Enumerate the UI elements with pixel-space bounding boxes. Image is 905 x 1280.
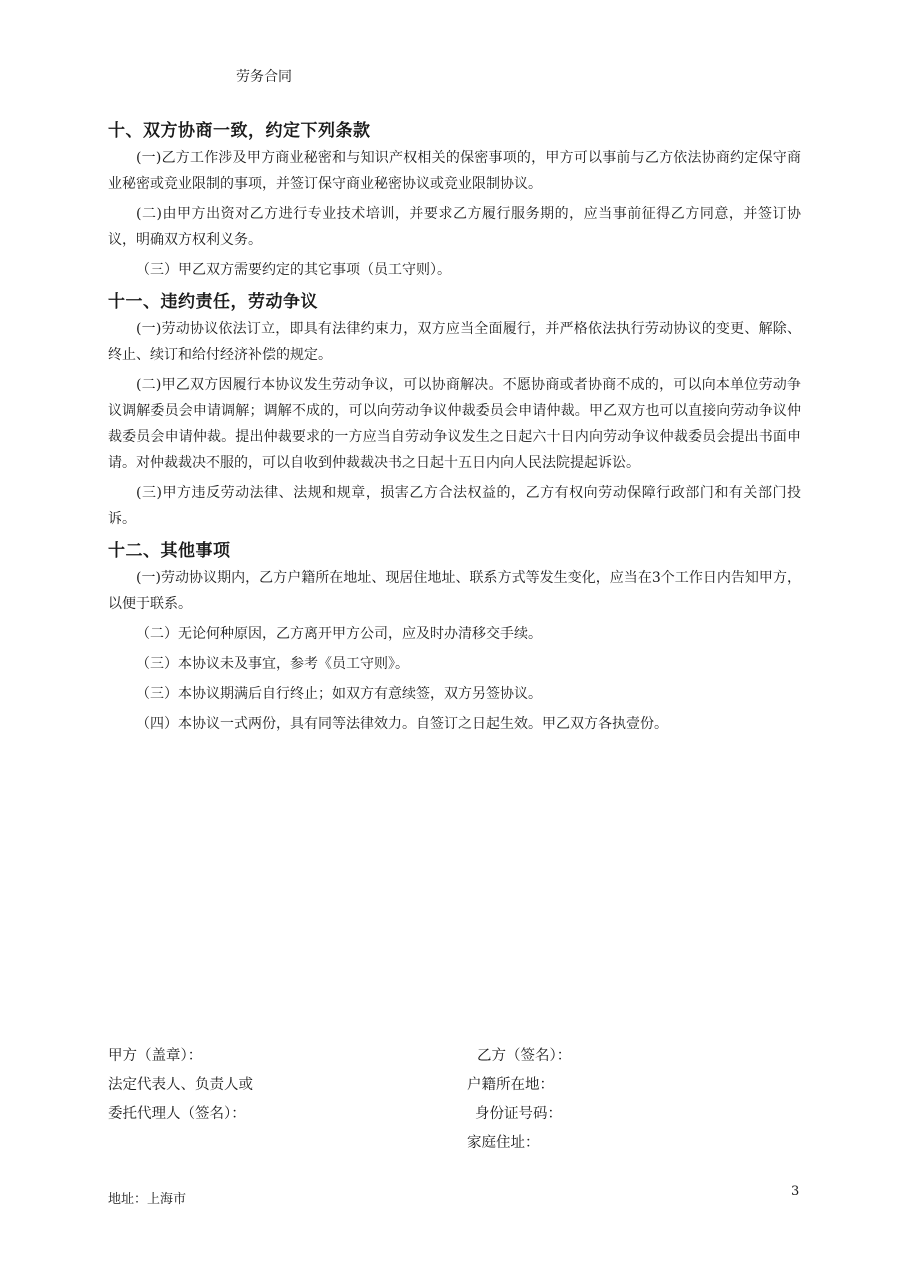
clause-paragraph: （二）无论何种原因，乙方离开甲方公司，应及时办清移交手续。 <box>136 626 542 642</box>
party-b-address-label: 家庭住址： <box>467 1135 540 1151</box>
page-number: 3 <box>791 1184 800 1199</box>
clause-paragraph: （三）本协议未及事宜，参考《员工守则》。 <box>136 656 409 672</box>
clause-paragraph: （四）本协议一式两份，具有同等法律效力。自签订之日起生效。甲乙双方各执壹份。 <box>136 716 668 732</box>
party-b-id-label: 身份证号码： <box>475 1106 562 1122</box>
section-12 <box>108 536 801 737</box>
clause-paragraph: (二)由甲方出资对乙方进行专业技术培训，并要求乙方履行服务期的，应当事前征得乙方同意，并签订协议，明确双方权利义务。 <box>108 206 801 248</box>
section-11 <box>108 287 801 532</box>
contract-body <box>108 112 801 741</box>
section-heading: 十、双方协商一致，约定下列条款 <box>108 121 371 141</box>
clause-paragraph: (一)劳动协议依法订立，即具有法律约束力，双方应当全面履行，并严格依法执行劳动协议的变更、解除、终止、续订和给付经济补偿的规定。 <box>108 321 801 363</box>
party-a-agent-label: 委托代理人（签名）： <box>108 1106 246 1122</box>
clause-paragraph: （三）本协议期满后自行终止；如双方有意续签，双方另签协议。 <box>136 686 542 702</box>
clause-paragraph: (二)甲乙双方因履行本协议发生劳动争议，可以协商解决。不愿协商或者协商不成的，可以向本单位劳动争议调解委员会申请调解；调解不成的，可以向劳动争议仲裁委员会申请仲裁。甲乙双方也可以直接向劳动争议仲裁委员会申请仲裁。提出仲裁要求的一方应当自劳动争议发生之日起六十日内向劳动争议仲裁委员会提出书面申请。对仲裁裁决不服的，可以自收到仲裁裁决书之日起十五日内向人民法院提起诉讼。 <box>108 377 801 471</box>
footer-address: 地址：上海市 <box>108 1192 187 1207</box>
party-a-seal-label: 甲方（盖章）： <box>108 1048 203 1064</box>
clause-paragraph: (一)乙方工作涉及甲方商业秘密和与知识产权相关的保密事项的，甲方可以事前与乙方依法协商约定保守商业秘密或竞业限制的事项，并签订保守商业秘密协议或竞业限制协议。 <box>108 150 801 192</box>
party-b-sign-label: 乙方（签名）： <box>477 1048 572 1064</box>
party-b-domicile-label: 户籍所在地： <box>467 1077 554 1093</box>
section-10 <box>108 116 801 283</box>
section-heading: 十二、其他事项 <box>108 541 231 561</box>
section-heading: 十一、违约责任，劳动争议 <box>108 292 318 312</box>
party-a-representative-label: 法定代表人、负责人或 <box>108 1077 253 1093</box>
clause-paragraph: (三)甲方违反劳动法律、法规和规章，损害乙方合法权益的，乙方有权向劳动保障行政部门和有关部门投诉。 <box>108 485 801 527</box>
page-header-title: 劳务合同 <box>236 69 292 85</box>
party-a-signature-block <box>108 1042 253 1129</box>
clause-paragraph: (一)劳动协议期内，乙方户籍所在地址、现居住地址、联系方式等发生变化，应当在3个工作日内告知甲方，以便于联系。 <box>108 570 801 612</box>
clause-paragraph: （三）甲乙双方需要约定的其它事项（员工守则）。 <box>136 262 451 278</box>
party-b-signature-block <box>467 1042 571 1158</box>
